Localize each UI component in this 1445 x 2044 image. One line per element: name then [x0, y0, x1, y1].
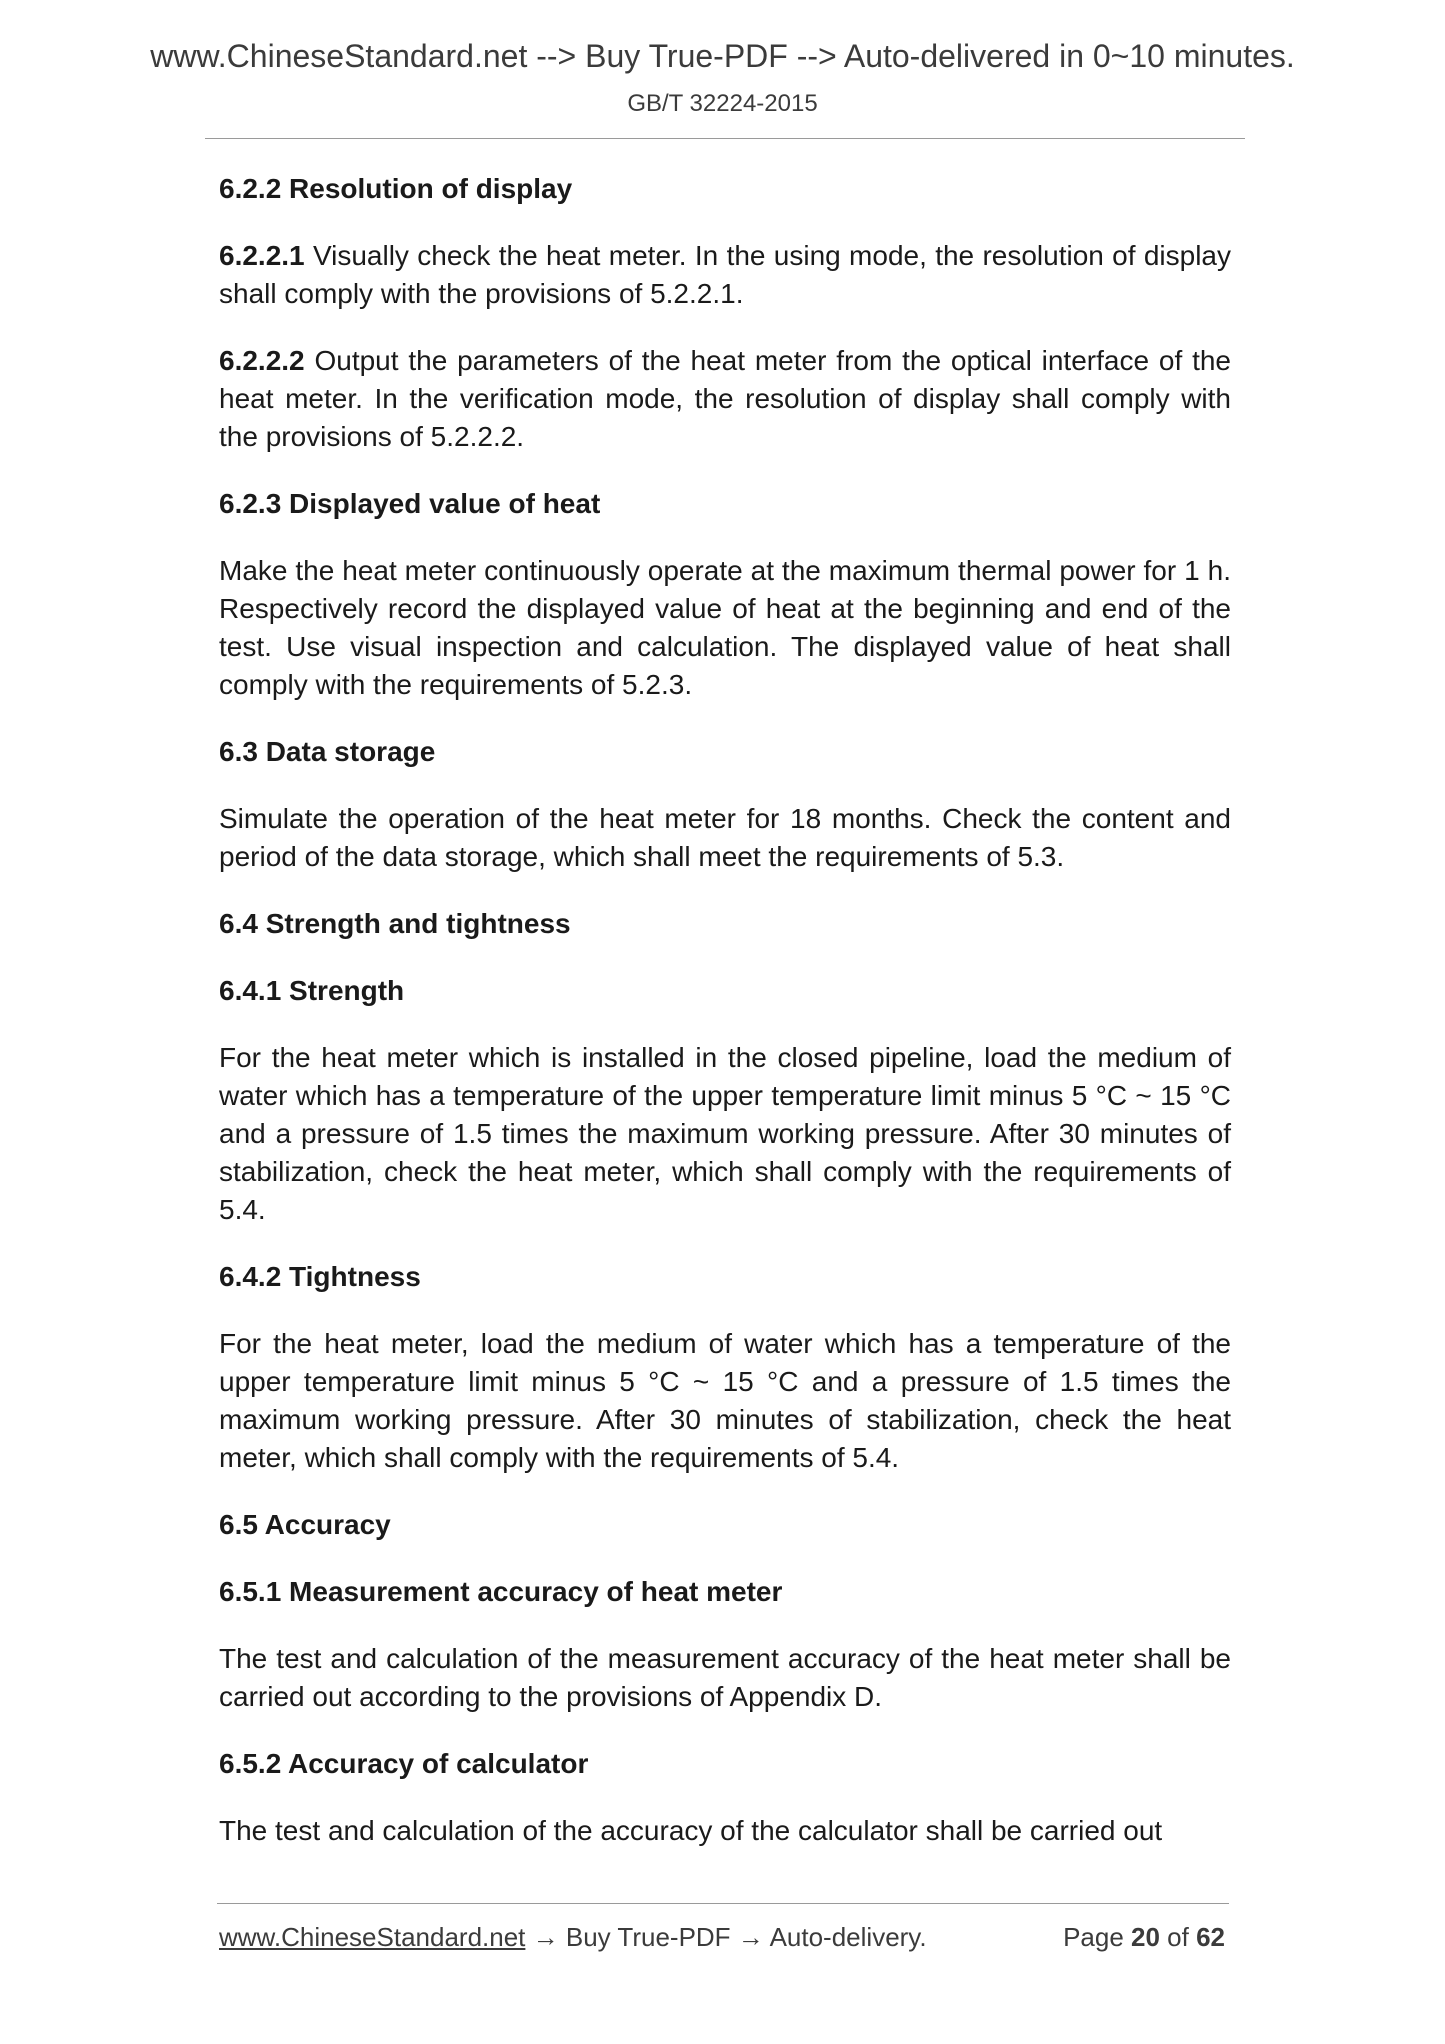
section-heading-6-2-3: 6.2.3 Displayed value of heat: [219, 488, 601, 519]
page-label: Page: [1063, 1922, 1132, 1952]
paragraph-6-5-1: The test and calculation of the measurement accuracy of the heat meter shall be carried out according to the provisions of Appendix D.: [219, 1643, 1231, 1712]
footer-divider: [217, 1903, 1229, 1904]
clause-number: 6.2.2.2: [219, 345, 305, 376]
standard-number: GB/T 32224-2015: [627, 90, 818, 117]
paragraph-6-2-3: Make the heat meter continuously operate at the maximum thermal power for 1 h. Respectively record the displayed value of heat at the beginning and end of the test. Use visual inspection and calculation. The displayed value of heat shall comply with the requirements of 5.2.3.: [219, 555, 1231, 700]
paragraph-6-4-1: For the heat meter which is installed in the closed pipeline, load the medium of water which has a temperature of the upper temperature limit minus 5 °C ~ 15 °C and a pressure of 1.5 times the maximum working pressure. After 30 minutes of stabilization, check the heat meter, which shall comply with the requirements of 5.4.: [219, 1042, 1231, 1225]
paragraph-6-4-2: For the heat meter, load the medium of water which has a temperature of the upper temperature limit minus 5 °C ~ 15 °C and a pressure of 1.5 times the maximum working pressure. After 30 minutes of stabilization, check the heat meter, which shall comply with the requirements of 5.4.: [219, 1328, 1231, 1473]
paragraph-6-5-2: The test and calculation of the accuracy of the calculator shall be carried out: [219, 1815, 1163, 1846]
section-heading-6-2-2: 6.2.2 Resolution of display: [219, 173, 573, 204]
clause-6-2-2-1: [219, 237, 1231, 313]
clause-number: 6.2.2.1: [219, 240, 305, 271]
section-heading-6-3: 6.3 Data storage: [219, 736, 436, 767]
footer-site-link[interactable]: www.ChineseStandard.net: [219, 1922, 526, 1952]
page-of-label: of: [1159, 1922, 1197, 1952]
clause-text: Output the parameters of the heat meter from the optical interface of the heat meter. In the verification mode, the resolution of display shall comply with the provisions of 5.2.2.2.: [219, 345, 1231, 452]
top-banner: www.ChineseStandard.net --> Buy True-PDF --> Auto-delivered in 0~10 minutes.: [150, 38, 1295, 74]
section-heading-6-5-1: 6.5.1 Measurement accuracy of heat meter: [219, 1576, 783, 1607]
page-total: 62: [1196, 1922, 1225, 1952]
paragraph-6-3: Simulate the operation of the heat meter for 18 months. Check the content and period of the data storage, which shall meet the requirements of 5.3.: [219, 803, 1231, 872]
footer-left: [219, 1922, 927, 1953]
clause-text: Visually check the heat meter. In the using mode, the resolution of display shall comply with the provisions of 5.2.2.1.: [219, 240, 1231, 309]
section-heading-6-4: 6.4 Strength and tightness: [219, 908, 571, 939]
header-divider: [205, 138, 1245, 139]
section-heading-6-4-1: 6.4.1 Strength: [219, 975, 405, 1006]
section-heading-6-5: 6.5 Accuracy: [219, 1509, 391, 1540]
page-indicator: [1063, 1922, 1225, 1953]
page-current: 20: [1131, 1922, 1160, 1952]
clause-6-2-2-2: [219, 342, 1231, 456]
section-heading-6-5-2: 6.5.2 Accuracy of calculator: [219, 1748, 589, 1779]
document-body: [219, 170, 1231, 1879]
section-heading-6-4-2: 6.4.2 Tightness: [219, 1261, 421, 1292]
footer-tagline: → Buy True-PDF → Auto-delivery.: [525, 1922, 927, 1952]
